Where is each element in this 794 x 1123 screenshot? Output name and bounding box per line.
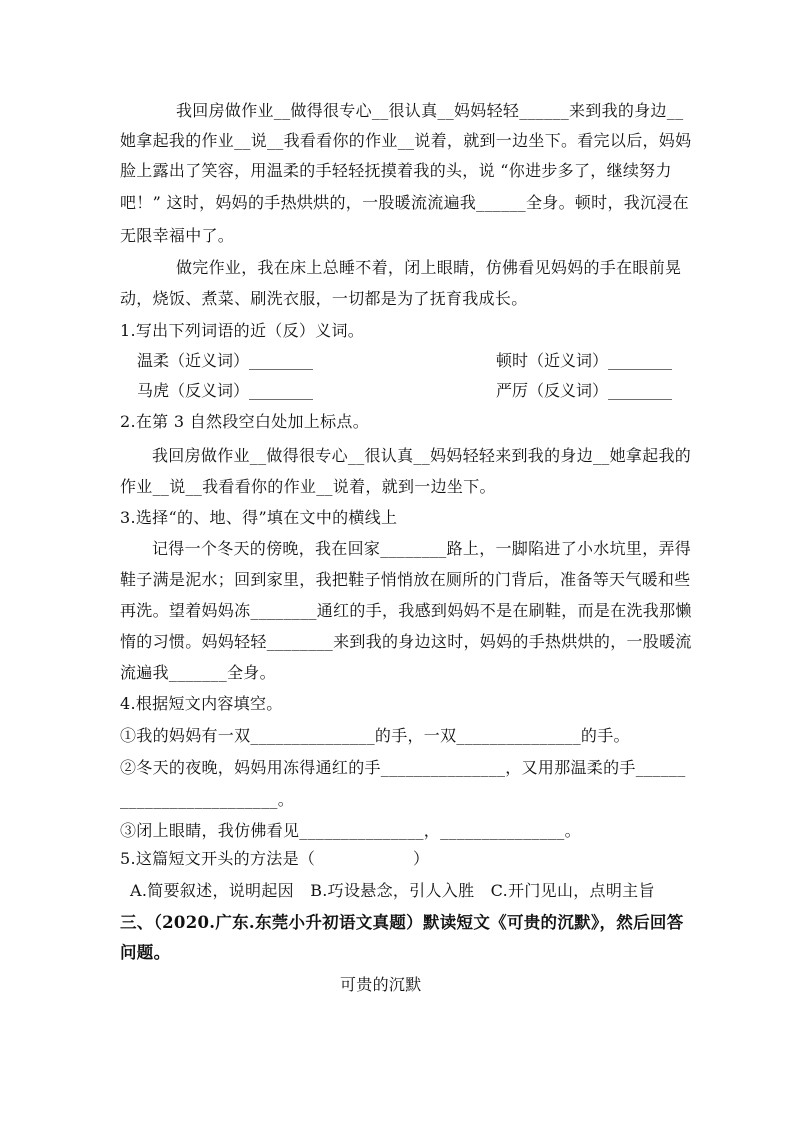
p3-line-5: 无限幸福中了。 [120, 226, 235, 245]
section3-heading-line-1: 三、（2020.广东.东莞小升初语文真题）默读短文《可贵的沉默》，然后回答 [120, 913, 684, 932]
q1-title: 1.写出下列词语的近（反）义词。 [120, 321, 365, 340]
q1-item-mahu: 马虎（反义词）________ [137, 381, 314, 400]
section3-heading-line-2: 问题。 [120, 943, 171, 962]
p3-line-1: 我回房做作业__做得很专心__很认真__妈妈轻轻______来到我的身边__ [176, 101, 684, 120]
article-title: 可贵的沉默 [340, 975, 422, 994]
q3-line-4: 惰的习惯。妈妈轻轻________来到我的身边这时，妈妈的手热烘烘的，一股暖流 [120, 632, 692, 651]
q5-title: 5.这篇短文开头的方法是（ ） [120, 849, 430, 868]
q3-title: 3.选择“的、地、得”填在文中的横线上 [120, 508, 398, 527]
q3-line-1: 记得一个冬天的傍晚，我在回家________路上，一脚陷进了小水坑里，弄得 [152, 539, 692, 558]
p4-line-1: 做完作业，我在床上总睡不着，闭上眼睛，仿佛看见妈妈的手在眼前晃 [176, 258, 682, 277]
q1-item-yanli: 严厉（反义词）________ [496, 381, 673, 400]
p3-line-3: 脸上露出了笑容，用温柔的手轻轻抚摸着我的头，说 “你进步多了，继续努力 [120, 161, 672, 180]
q5-options: A.简要叙述，说明起因 B.巧设悬念，引人入胜 C.开门见山，点明主旨 [130, 881, 655, 900]
q1-item-dunshi: 顿时（近义词）________ [496, 351, 673, 370]
q3-line-3: 再洗。望着妈妈冻________通红的手，我感到妈妈不是在刷鞋，而是在洗我那懒 [120, 601, 692, 620]
q1-item-wenrou: 温柔（近义词）________ [137, 351, 314, 370]
q4-line-4: ③闭上眼睛，我仿佛看见_______________，_______________。 [120, 821, 581, 840]
q2-line-1: 我回房做作业__做得很专心__很认真__妈妈轻轻来到我的身边__她拿起我的 [152, 446, 692, 465]
q4-line-3: ___________________。 [120, 790, 294, 809]
q3-line-2: 鞋子满是泥水；回到家里，我把鞋子悄悄放在厕所的门背后，准备等天气暖和些 [120, 570, 691, 589]
q2-line-2: 作业__说__我看看你的作业__说着，就到一边坐下。 [120, 477, 496, 496]
q4-line-2: ②冬天的夜晚，妈妈用冻得通红的手_______________，又用那温柔的手______ [120, 758, 686, 777]
p4-line-2: 动，烧饭、煮菜、刷洗衣服，一切都是为了抚育我成长。 [120, 289, 528, 308]
q4-line-1: ①我的妈妈有一双_______________的手，一双_______________的手。 [120, 726, 630, 745]
q3-line-5: 流遍我_______全身。 [120, 663, 276, 682]
p3-line-2: 她拿起我的作业__说__我看看你的作业__说着，就到一边坐下。看完以后，妈妈 [120, 131, 692, 150]
q4-title: 4.根据短文内容填空。 [120, 694, 283, 713]
p3-line-4: 吧！” 这时，妈妈的手热烘烘的，一股暖流流遍我______全身。顿时，我沉浸在 [120, 193, 689, 212]
q2-title: 2.在第 3 自然段空白处加上标点。 [120, 412, 370, 431]
